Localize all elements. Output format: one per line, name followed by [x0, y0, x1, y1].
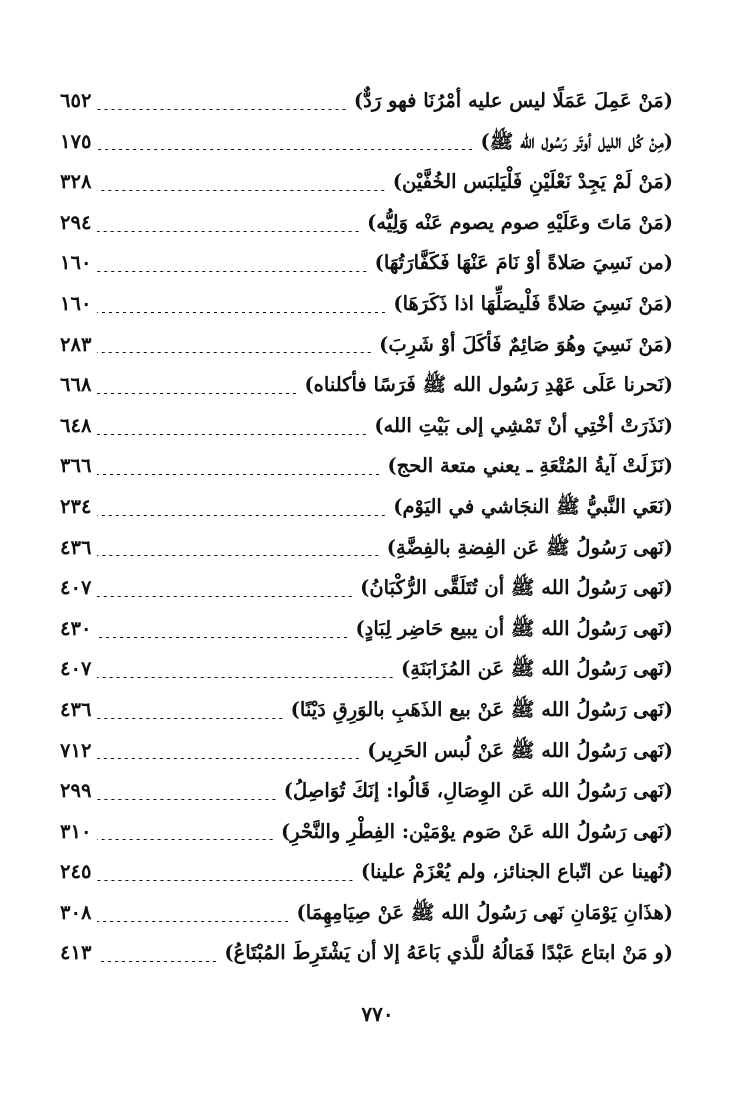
entry-page-number: ٤٣٦	[60, 535, 92, 559]
entry-page-number: ٢٨٣	[60, 332, 92, 356]
dot-leader	[97, 718, 284, 719]
index-entry	[60, 487, 673, 528]
entry-page-number: ٦٦٨	[60, 373, 92, 397]
index-entry	[60, 568, 673, 609]
dot-leader	[97, 312, 387, 313]
dot-leader	[97, 555, 380, 556]
entry-text: (مَنْ نَسِيَ وهُوَ صَائِمٌ فَأكَلَ أوْ شَرِبَ)	[379, 332, 673, 356]
dot-leader	[97, 149, 474, 150]
entry-text: (نُهينا عن اتّباع الجنائز، ولم يُعْزَمْ علينا)	[360, 860, 673, 884]
dot-leader	[97, 515, 387, 516]
entry-page-number: ٤٠٧	[60, 576, 92, 600]
dot-leader	[97, 109, 348, 110]
entry-page-number: ٤٣٦	[60, 697, 92, 721]
dot-leader	[97, 190, 386, 191]
entry-text: (نَهى رَسُولُ الله ﷺ أن يبيع حَاضِر لِبَادٍ)	[355, 616, 673, 640]
dot-leader	[97, 271, 368, 272]
index-entry	[60, 81, 673, 122]
index-entry	[60, 731, 673, 772]
entry-page-number: ١٧٥	[60, 129, 92, 153]
entry-text: (نَهى رَسُولُ الله ﷺ عَنْ لُبس الحَرِير)	[367, 738, 673, 762]
entry-text: (مَنْ عَمِلَ عَمَلًا ليس عليه أمْرُنَا فهو رَدٌّ)	[353, 89, 673, 112]
entry-text: (من نَسِيَ صَلاةً أوْ نَامَ عَنْهَا فَكَفَّارَتُهَا)	[374, 251, 673, 275]
entry-text: (مَنْ نَسِيَ صَلاةً فَلْيصَلِّهَا اذا ذَكَرَهَا)	[393, 291, 673, 315]
dot-leader	[97, 434, 368, 435]
index-entry	[60, 406, 673, 447]
index-entry	[60, 609, 673, 650]
entry-text: (هذَانِ يَوْمَانِ نَهى رَسُولُ الله ﷺ عَنْ صِيَامِهِمَا)	[296, 900, 673, 924]
index-entry	[60, 771, 673, 812]
entry-text: (نَزَلَتْ آيةُ المُتْعَةِ ـ يعني متعة الحج)	[387, 454, 673, 478]
entry-page-number: ٢٩٤	[60, 210, 92, 234]
entry-text: (نَهى رَسُولُ الله عَن الوِصَالِ، قَالُوا: إنَكَ تُوَاصِلُ)	[283, 779, 673, 803]
index-entry	[60, 893, 673, 934]
index-entry	[60, 446, 673, 487]
dot-leader	[97, 799, 277, 800]
dot-leader	[97, 637, 349, 638]
entry-page-number: ٦٥٢	[60, 89, 92, 112]
dot-leader	[97, 921, 290, 922]
index-entry	[60, 690, 673, 731]
entry-text: (نَهى رَسُولُ الله ﷺ عَن المُزَابَنَةِ)	[401, 657, 673, 681]
entry-text: (مَنْ مَاتَ وعَلَيْهِ صوم يصوم عَنْه وَلِيُّه)	[367, 210, 673, 234]
dot-leader	[97, 677, 395, 678]
entry-page-number: ٧١٢	[60, 738, 92, 762]
entry-text: (نَذَرَتْ أخْتِي أنْ تَمْشِي إلى بَيْتِ الله)	[374, 413, 673, 437]
index-entry	[60, 933, 673, 974]
entry-text: (نَعَي النَّبيُّ ﷺ النجَاشي في اليَوْم)	[393, 494, 673, 518]
index-entry	[60, 162, 673, 203]
dot-leader	[97, 474, 381, 475]
dot-leader	[97, 961, 218, 962]
entry-text: (نَهى رَسُولُ الله ﷺ أن تُتَلَقَّى الرُّكْبَانُ)	[360, 576, 673, 600]
entry-page-number: ٤٣٠	[60, 616, 92, 640]
entry-text: (مَنْ لَمْ يَجِدْ نَعْلَيْنِ فَلْيَلبَس الخُفَّيْن)	[392, 170, 673, 194]
entry-text: (و مَنْ ابتاع عَبْدًا فَمَالُهُ للَّذي بَاعَهُ إلا أن يَشْتَرِطَ المُبْتَاعُ)	[224, 941, 673, 965]
dot-leader	[97, 393, 298, 394]
entry-page-number: ١٦٠	[60, 251, 92, 275]
entry-page-number: ٣٢٨	[60, 170, 92, 194]
index-entry	[60, 365, 673, 406]
dot-leader	[97, 880, 354, 881]
entry-page-number: ٢٣٤	[60, 494, 92, 518]
entry-page-number: ٣٦٦	[60, 454, 92, 478]
entry-page-number: ٤٠٧	[60, 657, 92, 681]
index-entry	[60, 649, 673, 690]
entry-page-number: ٤١٣	[60, 941, 92, 965]
dot-leader	[97, 839, 275, 840]
entry-page-number: ٣٠٨	[60, 900, 92, 924]
index-entry	[60, 122, 673, 163]
entry-text: (نَهى رَسُولُ الله ﷺ عَنْ بيع الذَهَبِ بالوَرِقِ دَيْنًا)	[290, 697, 673, 721]
entry-page-number: ٢٩٩	[60, 779, 92, 803]
dot-leader	[97, 758, 361, 759]
entry-text: (مِنْ كُل الليل أوتَر رَسُول الله ﷺ)	[480, 129, 673, 153]
index-entry	[60, 203, 673, 244]
entry-page-number: ٢٤٥	[60, 860, 92, 884]
dot-leader	[97, 352, 373, 353]
entry-page-number: ١٦٠	[60, 291, 92, 315]
dot-leader	[97, 596, 354, 597]
entry-page-number: ٦٤٨	[60, 413, 92, 437]
index-entry	[60, 528, 673, 569]
hadith-index-list	[60, 81, 673, 974]
index-entry	[60, 243, 673, 284]
entry-text: (نَهى رَسُولُ الله عَنْ صَوم يوْمَيْن: الفِطْرِ والنَّحْرِ)	[281, 819, 673, 843]
index-entry	[60, 852, 673, 893]
index-entry	[60, 284, 673, 325]
index-entry	[60, 812, 673, 853]
entry-text: (نَهى رَسُولُ ﷺ عَن الفِضةِ بالفِضَّةِ)	[386, 535, 673, 559]
page-number: ٧٧٠	[361, 1002, 394, 1026]
entry-text: (نَحرنا عَلَى عَهْدِ رَسُول الله ﷺ فَرَسًا فأكلناه)	[304, 373, 673, 397]
entry-page-number: ٣١٠	[60, 819, 92, 843]
dot-leader	[97, 231, 361, 232]
index-entry	[60, 325, 673, 366]
